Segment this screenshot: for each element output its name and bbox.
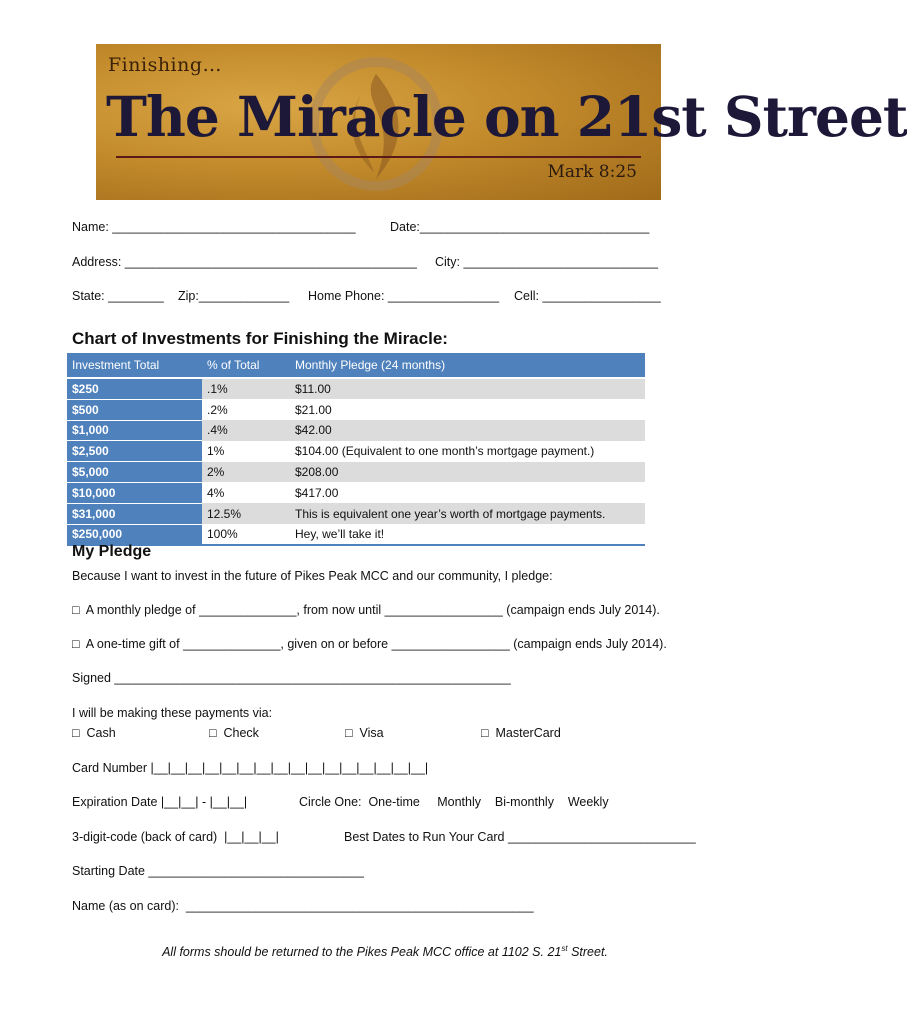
investment-percent: 4%	[207, 485, 225, 500]
monthly-pledge: $208.00	[290, 462, 645, 483]
investment-amount: $250	[67, 378, 202, 399]
investment-percent: 100%	[202, 524, 290, 545]
payments-intro: I will be making these payments via:	[72, 706, 273, 720]
table-row	[67, 441, 645, 462]
card-number-field[interactable]: Card Number |__|__|__|__|__|__|__|__|__|__|__|__|__|__|__|__|	[72, 761, 429, 775]
cell-field[interactable]: Cell: _________________	[514, 289, 661, 303]
best-dates-field[interactable]: Best Dates to Run Your Card ___________________________	[344, 830, 696, 844]
investment-percent: .4%	[202, 420, 290, 441]
header-percent-total: % of Total	[202, 353, 290, 378]
table-row	[67, 399, 645, 420]
header-banner	[96, 44, 907, 200]
investment-percent: 12.5%	[202, 503, 290, 524]
investment-amount: $31,000	[67, 503, 202, 524]
investment-amount: $5,000	[67, 462, 202, 483]
frequency-options[interactable]: Circle One: One-time Monthly Bi-monthly Weekly	[299, 795, 609, 809]
investment-percent: .1%	[202, 378, 290, 399]
expiration-date-field[interactable]: Expiration Date |__|__| - |__|__|	[72, 795, 248, 809]
monthly-pledge: $11.00	[290, 378, 645, 399]
cash-checkbox[interactable]: □ Cash	[72, 726, 116, 740]
investment-amount: $250,000	[67, 524, 202, 545]
investment-table	[67, 353, 645, 546]
starting-date-field[interactable]: Starting Date _______________________________	[72, 864, 364, 878]
banner-subtitle: Finishing…	[108, 54, 223, 76]
monthly-pledge: $104.00 (Equivalent to one month’s mortgage payment.)	[295, 444, 595, 459]
monthly-pledge: $21.00	[295, 402, 332, 417]
header-investment-total: Investment Total	[67, 353, 202, 378]
my-pledge-title: My Pledge	[72, 543, 152, 560]
investment-amount: $500	[67, 399, 202, 420]
table-row	[67, 503, 645, 524]
table-row	[67, 524, 645, 545]
city-field[interactable]: City: ____________________________	[435, 255, 659, 269]
monthly-pledge: This is equivalent one year’s worth of mortgage payments.	[290, 503, 645, 524]
banner-divider	[116, 156, 641, 158]
banner-title: The Miracle on 21st Street	[106, 84, 907, 149]
investment-amount: $10,000	[67, 482, 202, 503]
visa-checkbox[interactable]: □ Visa	[345, 726, 384, 740]
investment-percent: .2%	[207, 402, 228, 417]
mastercard-checkbox[interactable]: □ MasterCard	[481, 726, 561, 740]
investment-amount: $2,500	[67, 441, 202, 462]
monthly-pledge: Hey, we’ll take it!	[290, 524, 645, 545]
footer-text: All forms should be returned to the Pikes Peak MCC office at 1102 S. 21	[162, 945, 562, 960]
state-field[interactable]: State: ________	[72, 289, 164, 303]
monthly-pledge: $417.00	[295, 485, 339, 500]
table-row	[67, 462, 645, 483]
investment-amount: $1,000	[67, 420, 202, 441]
card-code-field[interactable]: 3-digit-code (back of card) |__|__|__|	[72, 830, 279, 844]
address-field[interactable]: Address: __________________________________________	[72, 255, 417, 269]
monthly-pledge: $42.00	[290, 420, 645, 441]
footer-text-end: Street.	[567, 945, 608, 960]
table-row	[67, 420, 645, 441]
footer-superscript: st	[561, 944, 568, 953]
table-header-row	[67, 353, 645, 378]
signature-field[interactable]: Signed _________________________________________________________	[72, 671, 511, 685]
name-field[interactable]: Name: ___________________________________	[72, 220, 356, 234]
investment-percent: 1%	[207, 444, 225, 459]
table-row	[67, 378, 645, 399]
return-instructions	[0, 944, 770, 959]
monthly-pledge-option[interactable]: □ A monthly pledge of ______________, from now until _________________ (campaign ends July 2014).	[72, 603, 660, 617]
date-field[interactable]: Date:_________________________________	[390, 220, 650, 234]
home-phone-field[interactable]: Home Phone: ________________	[308, 289, 500, 303]
chart-title: Chart of Investments for Finishing the Miracle:	[72, 329, 448, 348]
banner-verse: Mark 8:25	[547, 162, 637, 182]
table-row	[67, 482, 645, 503]
onetime-gift-option[interactable]: □ A one-time gift of ______________, given on or before _________________ (campaign ends July 2014).	[72, 637, 667, 651]
zip-field[interactable]: Zip:_____________	[178, 289, 290, 303]
header-monthly-pledge: Monthly Pledge (24 months)	[290, 353, 645, 378]
pledge-intro: Because I want to invest in the future of Pikes Peak MCC and our community, I pledge:	[72, 569, 553, 583]
name-on-card-field[interactable]: Name (as on card): __________________________________________________	[72, 899, 534, 913]
investment-percent: 2%	[202, 462, 290, 483]
check-checkbox[interactable]: □ Check	[209, 726, 259, 740]
